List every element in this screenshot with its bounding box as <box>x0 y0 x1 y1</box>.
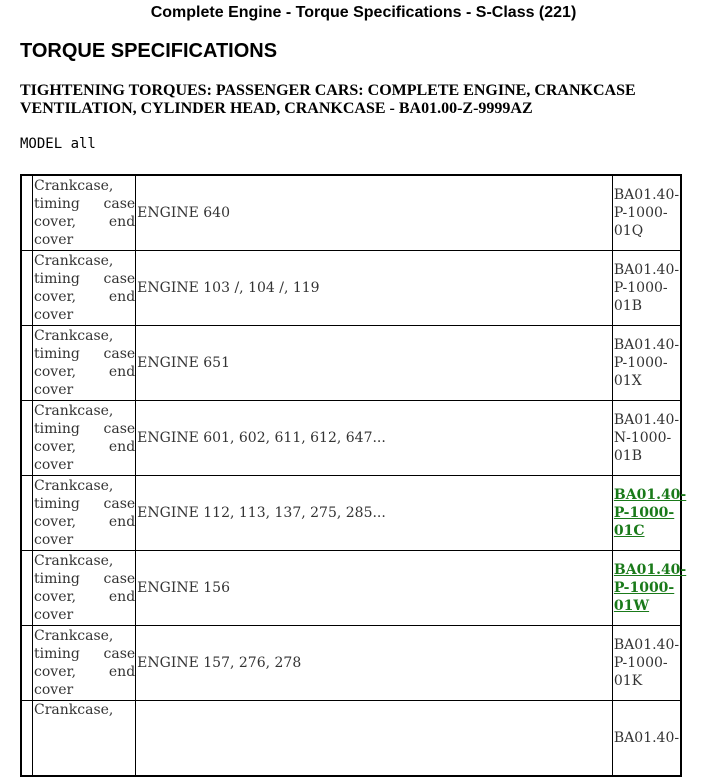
row-marker-cell <box>21 251 33 326</box>
engine-cell <box>136 701 613 777</box>
document-code-link[interactable]: BA01.40- P-1000- 01C <box>613 487 687 539</box>
document-code: BA01.40- N-1000- 01B <box>613 412 680 464</box>
component-cell: Crankcase, timing case cover, end cover <box>33 175 136 251</box>
document-code-cell <box>612 626 681 701</box>
table-row <box>21 626 681 701</box>
document-code: BA01.40- <box>613 730 680 746</box>
engine-cell: ENGINE 103 /, 104 /, 119 <box>136 251 613 326</box>
row-marker-cell <box>21 551 33 626</box>
page-header: Complete Engine - Torque Specifications - S-Class (221) <box>150 4 577 21</box>
torque-spec-table <box>20 174 687 777</box>
document-code-cell[interactable] <box>612 551 687 626</box>
document-code-cell <box>612 326 681 401</box>
component-cell: Crankcase, timing case cover, end cover <box>33 251 136 326</box>
table-row <box>21 476 681 551</box>
document-code: BA01.40- P-1000- 01X <box>613 337 680 389</box>
document-code-cell <box>612 701 681 777</box>
document-code: BA01.40- P-1000- 01B <box>613 262 680 314</box>
table-row <box>21 251 681 326</box>
component-cell: Crankcase, timing case cover, end cover <box>33 401 136 476</box>
component-cell: Crankcase, timing case cover, end cover <box>33 551 136 626</box>
component-cell: Crankcase, timing case cover, end cover <box>33 626 136 701</box>
engine-cell: ENGINE 156 <box>136 551 613 626</box>
component-cell: Crankcase, <box>33 701 136 777</box>
section-subtitle: TIGHTENING TORQUES: PASSENGER CARS: COMPLETE ENGINE, CRANKCASE VENTILATION, CYLINDER HEAD, CRANKCASE - BA01.00-Z-9999AZ <box>20 82 636 117</box>
table-row <box>21 175 681 251</box>
page-title: TORQUE SPECIFICATIONS <box>20 40 278 62</box>
row-marker-cell <box>21 175 33 251</box>
document-code-cell[interactable] <box>612 476 687 551</box>
row-marker-cell <box>21 701 33 777</box>
document-code-cell <box>612 251 681 326</box>
document-code-link[interactable]: BA01.40- P-1000- 01W <box>613 562 687 614</box>
document-code-cell <box>612 401 681 476</box>
component-cell: Crankcase, timing case cover, end cover <box>33 326 136 401</box>
engine-cell: ENGINE 640 <box>136 175 613 251</box>
row-marker-cell <box>21 326 33 401</box>
engine-cell: ENGINE 112, 113, 137, 275, 285... <box>136 476 613 551</box>
row-marker-cell <box>21 401 33 476</box>
engine-cell: ENGINE 601, 602, 611, 612, 647... <box>136 401 613 476</box>
document-code: BA01.40- P-1000- 01K <box>613 637 680 689</box>
torque-spec-table-body <box>21 175 687 776</box>
model-label: MODEL all <box>20 136 96 152</box>
document-code: BA01.40- P-1000- 01Q <box>613 187 680 239</box>
engine-cell: ENGINE 157, 276, 278 <box>136 626 613 701</box>
table-row <box>21 551 681 626</box>
component-cell: Crankcase, timing case cover, end cover <box>33 476 136 551</box>
table-row <box>21 701 681 777</box>
row-marker-cell <box>21 476 33 551</box>
document-code-cell <box>612 175 681 251</box>
table-row <box>21 326 681 401</box>
table-row <box>21 401 681 476</box>
row-marker-cell <box>21 626 33 701</box>
engine-cell: ENGINE 651 <box>136 326 613 401</box>
